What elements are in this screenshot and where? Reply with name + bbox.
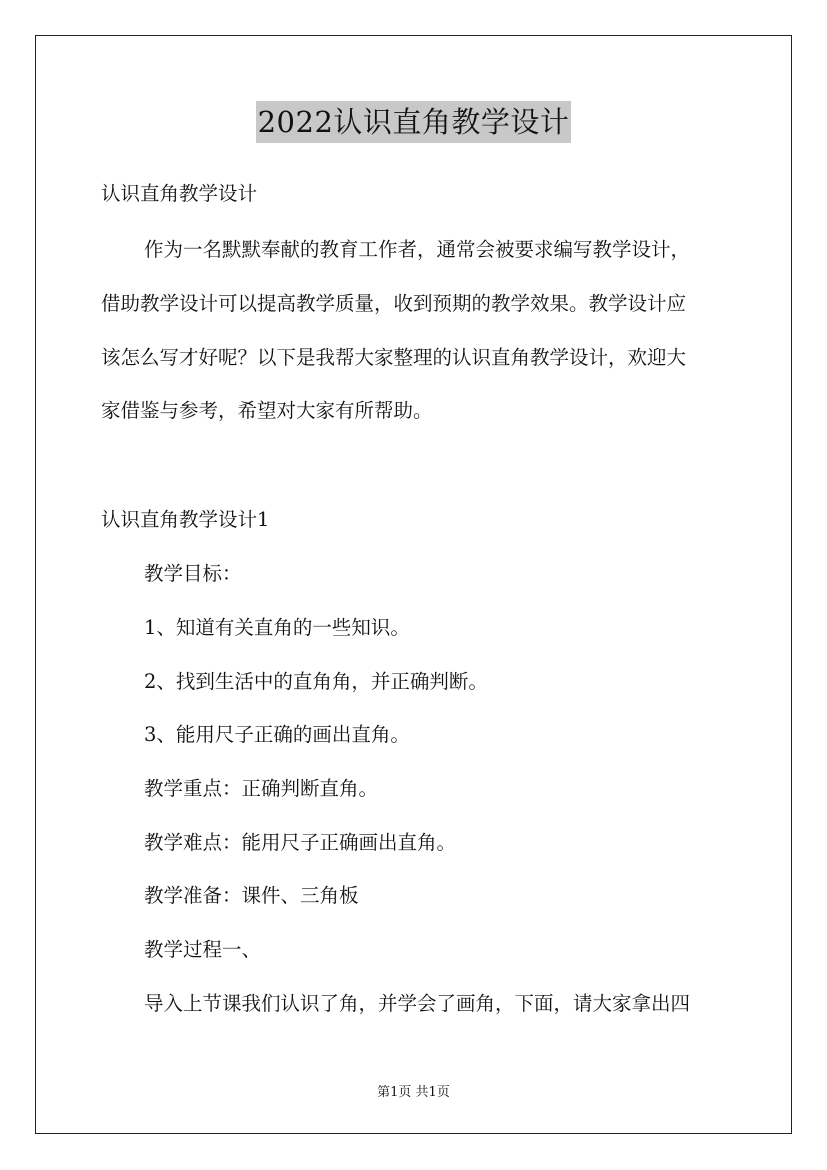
body-line: 教学重点：正确判断直角。 bbox=[144, 777, 379, 800]
body-line: 教学准备：课件、三角板 bbox=[144, 884, 359, 907]
body-line: 教学目标： bbox=[144, 562, 242, 585]
body-line: 教学过程一、 bbox=[144, 938, 262, 961]
intro-line-2: 借助教学设计可以提高教学质量，收到预期的教学效果。教学设计应 bbox=[101, 292, 687, 315]
body-line: 3、能用尺子正确的画出直角。 bbox=[144, 723, 410, 746]
title-container bbox=[0, 101, 827, 143]
section-heading: 认识直角教学设计1 bbox=[101, 508, 270, 531]
intro-line-1: 作为一名默默奉献的教育工作者，通常会被要求编写教学设计， bbox=[144, 238, 691, 261]
body-line: 1、知道有关直角的一些知识。 bbox=[144, 616, 410, 639]
body-line: 导入上节课我们认识了角，并学会了画角，下面，请大家拿出四 bbox=[144, 992, 691, 1015]
body-line: 教学难点：能用尺子正确画出直角。 bbox=[144, 831, 457, 854]
page-footer: 第1页 共1页 bbox=[377, 1085, 450, 1100]
intro-line-4: 家借鉴与参考，希望对大家有所帮助。 bbox=[101, 399, 433, 422]
document-title: 2022认识直角教学设计 bbox=[256, 101, 572, 143]
intro-line-3: 该怎么写才好呢？以下是我帮大家整理的认识直角教学设计，欢迎大 bbox=[101, 346, 687, 369]
body-line: 2、找到生活中的直角角，并正确判断。 bbox=[144, 670, 488, 693]
document-subtitle: 认识直角教学设计 bbox=[101, 182, 258, 205]
